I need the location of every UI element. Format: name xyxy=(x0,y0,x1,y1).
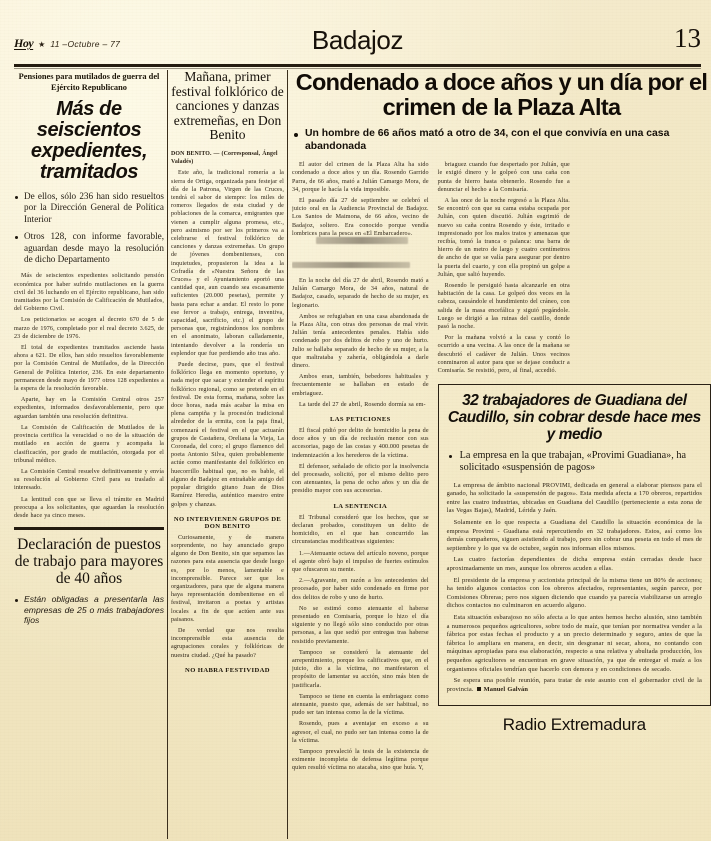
article-subhead: NO HABRA FESTIVIDAD xyxy=(185,666,270,674)
article-paragraph: La Comisión Central resuelve definitivamente y envía su resolución al Gobierno Civil para su traslado al interesado. xyxy=(14,468,164,492)
boxed-bullet: La empresa en la que trabajan, «Provimi Guadiana», ha solicitado «suspensión de pagos» xyxy=(447,450,702,474)
column-3-main xyxy=(292,70,711,841)
paragraph-text: El pasado día 27 de septiembre se celebró el juicio oral en la Audiencia Provincial de Badajoz. Los Santos de Maimona, de 66 años, vecino de Badajoz, soltero. Era conocido porque vendía lombrices para la pesca en «El Embarcadero». xyxy=(292,198,429,237)
article-headline: Declaración de puestos de trabajo para mayores de 40 años xyxy=(14,536,164,588)
article-paragraph: La lentitud con que se lleva el trámite en Madrid preocupa a los solicitantes, que aguardan la resolución desde hace ya cinco meses. xyxy=(14,496,164,519)
article-festival-folklorico xyxy=(171,70,284,674)
article-declaracion-puestos xyxy=(14,536,164,626)
article-paragraph: Las cuatro factorías dependientes de dicha empresa están cerradas desde hace aproximadamente un mes, aunque los obreros acuden a ellas. xyxy=(446,556,702,573)
article-paragraph: 2.—Agravante, en razón a los antecedentes del procesado, por haber sido condenado en firme por dos delitos de robo y uno de hurto. xyxy=(292,578,429,601)
article-paragraph: briaguez cuando fue despertado por Julián, que le exigió dinero y le golpeó con una caña con punta de hierro hasta obtenerlo. Rosendo fue a denunciar el hecho a la Comisaría. xyxy=(437,162,570,193)
boxed-headline: 32 trabajadores de Guadiana del Caudillo, sin cobrar desde hace mes y medio xyxy=(447,392,701,444)
list-item: Están obligadas a presentarla las empresas de 25 o más trabajadores fijos xyxy=(14,594,164,626)
article-headline: Más de seiscientos expedientes, tramitados xyxy=(30,98,148,183)
article-paragraph: El total de expedientes tramitados asciende hasta ahora a 621. De ellos, han sido resueltos favorablemente por la Comisión Central de Mutilados, de la Dirección General de Política Interior, 236. En este departamento permanecen desde mayo de 1977 otros 128 expedientes a la espera de la resolución favorable. xyxy=(14,345,164,393)
article-paragraph: A las once de la noche regresó a la Plaza Alta. Se encontró con que su cama estaba ocupada por Julián, con quien discutió. Julián esgrimió de nuevo su caña contra Rosendo y éste, irritado e impresionado por los malos tratos y amenazas que recibía, tomó la tranca o palanca: una barra de hierro de un metro de largo y cuatro centímetros de ancho de que se valía para asegurar por dentro la puerta del cuarto, y con ella propinó un golpe a Julián, que salió huyendo. xyxy=(437,198,570,278)
list-item: Otros 128, con informe favorable, aguardan desde mayo la resolución de dicho Departamento xyxy=(14,231,164,265)
article-paragraph: Puede decirse, pues, que el festival folklórico llega en momento oportuno, y nada mejor que sacar y extender el espíritu folklórico regional, como se pretende en el festival. De esta forma, mañana, sobre las doce horas, nada más acabar la misa en plena campiña y la procesión tradicional alrededor de la ermita, con la paja final, comenzará el festival en el que actuarán grupos de Castañera, Oreliana la Vieja, La Coronada, del coro; el grupo flamenco del poeta Antonio Silva, quien probablemente actúe como manifestante del folklórico en huecorrillo habitual que, no es bable, el alguno de Badajoz en entrañable amigo del popular dirigido gitano Juan de Dios Ramírez Heredia, auténtico maestro entre golpes y chanzas. xyxy=(171,362,284,508)
article-pensiones xyxy=(14,72,164,520)
article-paragraph: Por la mañana volvió a la casa y contó lo ocurrido a una vecina. A las once de la mañana se descubrió el cadáver de Julián. Unos vecinos conminaron al autor para que se dejase conducir a Comisaría. Se resistió, pero, al final, accedió. xyxy=(437,335,570,375)
column-divider-2 xyxy=(287,70,288,839)
star-icon: ★ xyxy=(38,40,46,49)
article-paragraph: La tarde del 27 de abril, Rosendo dormía sa em- xyxy=(299,401,426,408)
article-byline: DON BENITO. — (Corresponsal, Ángel Valadés) xyxy=(171,150,278,166)
article-paragraph-with-signature xyxy=(447,677,702,694)
print-smudge xyxy=(292,262,410,268)
boxed-article-provimi xyxy=(438,384,711,706)
column-divider-1 xyxy=(167,70,168,839)
article-paragraph: Este año, la tradicional romería a la sierra de Ortiga, organizada para festejar el día de la Patrona, Virgen de las Cruces, tendrá el sabor de siempre: los miles de romeros llegados de esta ciudad y de poblaciones de la comarca, emigrantes que vienen a cumplir alguna promesa, etc., pero asimismo por ser los primeros va a celebrarse el festival folklórico de canciones y danzas extremeñas. Un grupo de jóvenes dombenitenses, con inquietudes, propusieron la idea a la Cofradía de «Nuestra Señora de las Cruces» y el Ayuntamiento aportó una cantidad que, aun cuando sea escasamente suficientes (20.000 pesetas), permite y basta para echar a andar. El resto lo pone ese fervor a trabajo, entrega, inventiva, capacidad, sacrificio, etc.) el grupo de personas que, registrándonos los nombres en el anonimato, laboran calladamente, intentando devolver a la rondería un esplendor que fue perdiendo año tras año. xyxy=(171,170,284,357)
main-subcolumn-c xyxy=(579,161,711,378)
list-item: De ellos, sólo 236 han sido resueltos por la Dirección General de Política Interior xyxy=(14,191,164,225)
publication-logo: Hoy xyxy=(14,36,34,50)
article-paragraph: De verdad que nos resulta incomprensible esta ausencia de agrupaciones corales y folklóricas de nuestra ciudad. ¿Qué ha pasado? xyxy=(171,627,284,659)
article-paragraph: Ambos se refugiaban en una casa abandonada de la Plaza Alta, con otras dos personas de mal vivir. Julián tenía antecedentes penales. Había sido condenado por dos delitos de robo y uno de hurto. Julio se hallaba separado de hecho de su mujer, a la que maltrataba y zahería, obligándola a darle dinero. xyxy=(292,313,429,370)
article-paragraph: El defensor, señalado de oficio por la insolvencia del procesado, solicitó, por el mismo delito pero con atenuantes, la pena de ocho años y un día de presidio mayor con sus accesorias. xyxy=(292,463,429,495)
article-paragraph-damaged xyxy=(292,197,429,238)
article-headline: Mañana, primer festival folklórico de canciones y danzas extremeñas, en Don Benito xyxy=(171,70,284,143)
radio-extremadura-title: Radio Extremadura xyxy=(502,715,646,735)
article-bullet-list xyxy=(14,594,164,626)
author-signature: Manuel Galván xyxy=(483,685,529,693)
square-bullet-icon xyxy=(477,687,481,691)
article-paragraph: 1.—Atenuante octava del artículo noveno, porque el agente obró bajo el impulso de fuertes estímulos que ofuscaron su mente. xyxy=(292,550,429,573)
article-paragraph: La empresa de ámbito nacional PROVIMI, dedicada en general a elaborar piensos para el ganado, ha solicitado la «suspensión de pagos». Esta medida afecta a 170 obreros, repartidos entre las cuatro industrias, ubicadas en Guadiana del Caudillo (perteneciente a esta zona de las Vegas Bajas), Madrid, Lérida y Jaén. xyxy=(446,481,702,515)
article-paragraph: Tampoco prevaleció la tesis de la existencia de eximente incompleta de defensa legítima porque quien resultó víctima no atacaba, sino que huía. Y, xyxy=(292,748,429,772)
article-paragraph: Solamente en lo que respecta a Guadiana del Caudillo la situación económica de la empresa Provimi - Guadiana está repercutiendo en 32 trabajadores. Estos, así como los demás compañeros, siguen asistiendo al trabajo, pero sin cobrar una peseta en todo el mes de septiembre y lo que va de octubre, según nos informan ellos mismos. xyxy=(446,519,702,552)
section-title: Badajoz xyxy=(311,25,404,55)
article-paragraph: El Tribunal consideró que los hechos, que se declaran probados, constituyen un delito de homicidio, en el que han concurrido las circunstancias modificativas siguientes: xyxy=(292,514,429,546)
article-bullet-list xyxy=(14,191,164,265)
main-bullet-list xyxy=(292,128,711,153)
main-subcolumn-bc xyxy=(438,161,711,775)
article-paragraph: Ambos eran, también, bebedores habituales y frecuentemente se hallaban en estado de embriaguez. xyxy=(292,374,429,397)
section-separator xyxy=(14,527,164,530)
main-subcolumn-b xyxy=(438,161,570,378)
article-paragraph: Esta situación esbarajoso no sólo afecta a lo que antes hemos hecho alusión, sino también a numerosos pequeños agricultores, sobre todo de maíz, que tenían por normativa vender a la fábrica por estas fechas el producto y a un precio determinado y seguro, antes de que la fábrica lo ampliara en manera, en decir, sin desgranar ni secar, ahora, no contando con máquinas apropiadas para esa elaboración, respecto a una relativa y abultada producción, los pequeños agricultores se encuentran en grave situación, ya que de entregar el maíz a los organismos oficiales tendrían que hacerlo con demora y en condiciones de secado. xyxy=(446,613,702,673)
article-paragraph: Rosendo le persiguió hasta alcanzarle en otra habitación de la casa. Le golpeó dos veces en la cabeza, causándole el hundimiento del cráneo, con salida de la masa encefálica y siguió pegándole. Luego se dirigió a las ruinas del castillo, donde pasó la noche. xyxy=(437,283,570,331)
column-grid xyxy=(14,70,708,841)
article-paragraph: En la noche del día 27 de abril, Rosendo mató a Julián Camargo Mora, de 34 años, natural de Badajoz, casado, separado de hecho de su mujer, ex legionario. xyxy=(292,278,429,309)
issue-date: 11 –Octubre – 77 xyxy=(50,39,121,49)
article-paragraph: Curiosamente, y de manera sorprendente, no hay anunciado grupo alguno de Don Benito, sin que sepamos las razones para esta ausencia que desde luego es, por lo menos, lamentable e incomprensible. Parece ser que los organizadores, para que de alguna manera haya representación dombenitense en el festival, invitaron a poetas y artistas locales a fin de que actúen ante sus paisanos. xyxy=(171,534,284,623)
article-subhead: LAS PETICIONES xyxy=(329,416,391,424)
article-paragraph: La Comisión de Calificación de Mutilados de la provincia certifica la veracidad o no de la situación de mutilado en acción de guerra y acompaña la clasificación, por grado de mutilación, otorgada por el tribunal médico. xyxy=(14,424,164,464)
paragraph-text: Se espera una posible reunión, para tratar de este asunto con el gobernador civil de la provincia. xyxy=(446,677,702,693)
page-number: 13 xyxy=(674,23,701,53)
article-paragraph: Rosendo, pues a aventajar en exceso a su agresor, el cual, no pudo ser tan intensa como la de la víctima. xyxy=(292,721,429,744)
article-paragraph: Tampoco se consideró la atenuante del arrepentimiento, porque los calificativos que, en el juicio, dio a la víctima, no manifestaron el propósito de lamentar su acción, sino más bien de justificarla. xyxy=(292,649,429,689)
article-paragraph: No se estimó como atenuante el haberse presentado en Comisaría, porque lo hizo el día siguiente y no llegó sólo sino conducido por otras personas, a las que sedió por entregas tras haberse resistido previamente. xyxy=(292,605,429,645)
column-2 xyxy=(171,70,284,841)
article-paragraph: Más de seiscientos expedientes solicitando pensión económica por haber sufrido mutilaciones en la guerra civil del 36 luchando en el Ejército republicano, han sido tramitados por la Comisión de Calificación de Mutilados, del Gobierno Civil. xyxy=(14,273,164,313)
article-paragraph: Tampoco se tiene en cuenta la embriaguez como atenuante, puesto que, además de ser habitual, no pudo ser tan intensa como la de la víctima. xyxy=(292,693,429,717)
column-1 xyxy=(14,70,164,841)
list-item: Un hombre de 66 años mató a otro de 34, con el que convivía en una casa abandonada xyxy=(292,128,711,153)
article-subhead: NO INTERVIENEN GRUPOS DE DON BENITO xyxy=(173,515,282,530)
article-paragraph: Los peticionarios se acogen al decreto 670 de 5 de marzo de 1976, completado por el real decreto 3.625, de 23 de diciembre de 1976. xyxy=(14,317,164,340)
article-paragraph: El autor del crimen de la Plaza Alta ha sido condenado a doce años y un día. Rosendo Garrido Parra, de 66 años, mató a Julián Camargo Mora, de 34, porque le hacía la vida imposible. xyxy=(292,162,429,193)
article-kicker: Pensiones para mutilados de guerra del Ejército Republicano xyxy=(18,72,160,92)
main-headline: Condenado a doce años y un día por el crimen de la Plaza Alta xyxy=(295,70,708,120)
print-smudge xyxy=(316,237,408,244)
article-paragraph: Aparte, hay en la Comisión Central otros 257 expedientes, informados desfavorablemente, pero que aguardan también una resolución definitiva. xyxy=(14,397,164,420)
main-story-top-columns xyxy=(438,161,711,378)
article-paragraph: El presidente de la empresa y accionista principal de la misma tiene un 80% de acciones; ha tenido algunos contactos con los obreros afectados, representantes, según parece, por Comisiones Obreras; pero nos siguen diciendo que cuando ya parecía viabilizarse un arreglo dichos contactos no culminaron en acuerdo alguno. xyxy=(446,576,702,610)
main-subcolumn-a xyxy=(292,161,429,775)
masthead-rule xyxy=(14,64,701,67)
article-subhead: LA SENTENCIA xyxy=(333,502,388,510)
main-story-columns xyxy=(292,161,711,775)
article-paragraph: El fiscal pidió por delito de homicidio la pena de doce años y un día de reclusión menor con sus accesorias, pago de las costas y 400.000 pesetas de indemnización a los herederos de la víctima. xyxy=(292,428,429,459)
masthead xyxy=(14,23,701,64)
